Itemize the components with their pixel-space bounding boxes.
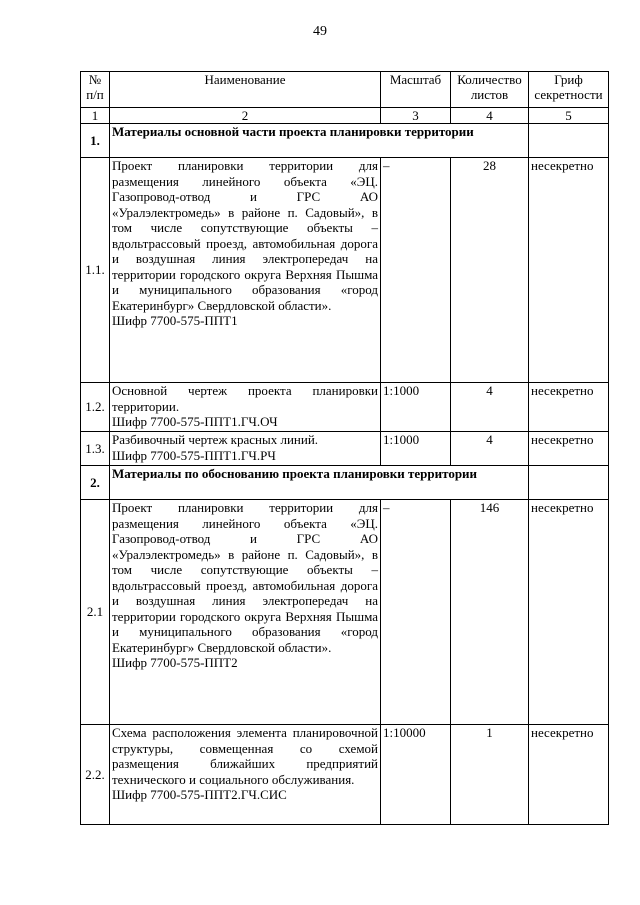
header-num: № п/п: [81, 72, 110, 108]
column-number: 5: [529, 108, 609, 124]
table-row: [81, 383, 609, 432]
header-name: Наименование: [110, 72, 381, 108]
row-grif: несекретно: [529, 383, 609, 432]
row-scale: –: [381, 500, 451, 725]
section-title: Материалы основной части проекта планировки территории: [110, 124, 529, 158]
row-grif: несекретно: [529, 158, 609, 383]
section-row: [81, 124, 609, 158]
table-row: [81, 158, 609, 383]
column-number: 3: [381, 108, 451, 124]
row-sheets: 4: [451, 383, 529, 432]
section-number: 1.: [81, 124, 110, 158]
row-number: 1.2.: [81, 383, 110, 432]
row-scale: 1:1000: [381, 383, 451, 432]
column-numbers-row: [81, 108, 609, 124]
row-cipher: Шифр 7700-575-ППТ2: [112, 655, 238, 670]
row-grif: несекретно: [529, 500, 609, 725]
table-header-row: [81, 72, 609, 108]
row-name-text: Проект планировки территории для размещения линейного объекта «ЭЦ. Газопровод-отвод и ГРС АО «Уралэлектромедь» в районе п. Садовый», в том числе сопутствующие объекты – вдольтрассовый проезд, автомобильная дорога и воздушная линия электропередач на территории городского округа Верхняя Пышма и муниципального образования «город Екатеринбург» Свердловской области».: [112, 158, 378, 313]
row-name-text: Проект планировки территории для размещения линейного объекта «ЭЦ. Газопровод-отвод и ГРС АО «Уралэлектромедь» в районе п. Садовый», в том числе сопутствующие объекты – вдольтрассовый проезд, автомобильная дорога и воздушная линия электропередач на территории городского округа Верхняя Пышма и муниципального образования «город Екатеринбург» Свердловской области».: [112, 500, 378, 655]
row-cipher: Шифр 7700-575-ППТ1.ГЧ.ОЧ: [112, 414, 278, 429]
column-number: 2: [110, 108, 381, 124]
section-empty-cell: [529, 124, 609, 158]
row-sheets: 28: [451, 158, 529, 383]
row-sheets: 1: [451, 725, 529, 825]
header-grif: Гриф секретности: [529, 72, 609, 108]
row-cipher: Шифр 7700-575-ППТ1.ГЧ.РЧ: [112, 447, 276, 463]
section-title: Материалы по обоснованию проекта планировки территории: [110, 466, 529, 500]
documents-table: [80, 71, 609, 825]
header-sheets: Количество листов: [451, 72, 529, 108]
row-scale: 1:1000: [381, 432, 451, 466]
table-row: [81, 725, 609, 825]
section-empty-cell: [529, 466, 609, 500]
row-name-text: Разбивочный чертеж красных линий.: [112, 432, 319, 447]
row-name: [110, 158, 381, 383]
column-number: 4: [451, 108, 529, 124]
header-scale: Масштаб: [381, 72, 451, 108]
row-number: 2.1: [81, 500, 110, 725]
row-name: [110, 500, 381, 725]
row-grif: несекретно: [529, 432, 609, 466]
table-row: [81, 432, 609, 466]
row-scale: 1:10000: [381, 725, 451, 825]
row-grif: несекретно: [529, 725, 609, 825]
row-sheets: 4: [451, 432, 529, 466]
row-name-text: Схема расположения элемента планировочной структуры, совмещенная со схемой размещения ближайших предприятий технического и социального обслуживания.: [112, 725, 378, 787]
row-cipher: Шифр 7700-575-ППТ1: [112, 313, 238, 328]
row-name: [110, 725, 381, 825]
column-number: 1: [81, 108, 110, 124]
row-name-text: Основной чертеж проекта планировки территории.: [112, 383, 378, 414]
row-number: 1.1.: [81, 158, 110, 383]
row-sheets: 146: [451, 500, 529, 725]
section-row: [81, 466, 609, 500]
page-number: 49: [313, 24, 327, 39]
section-number: 2.: [81, 466, 110, 500]
table-row: [81, 500, 609, 725]
row-number: 1.3.: [81, 432, 110, 466]
row-cipher: Шифр 7700-575-ППТ2.ГЧ.СИС: [112, 787, 287, 802]
row-scale: –: [381, 158, 451, 383]
row-number: 2.2.: [81, 725, 110, 825]
row-name: [110, 383, 381, 432]
row-name: [110, 432, 381, 466]
